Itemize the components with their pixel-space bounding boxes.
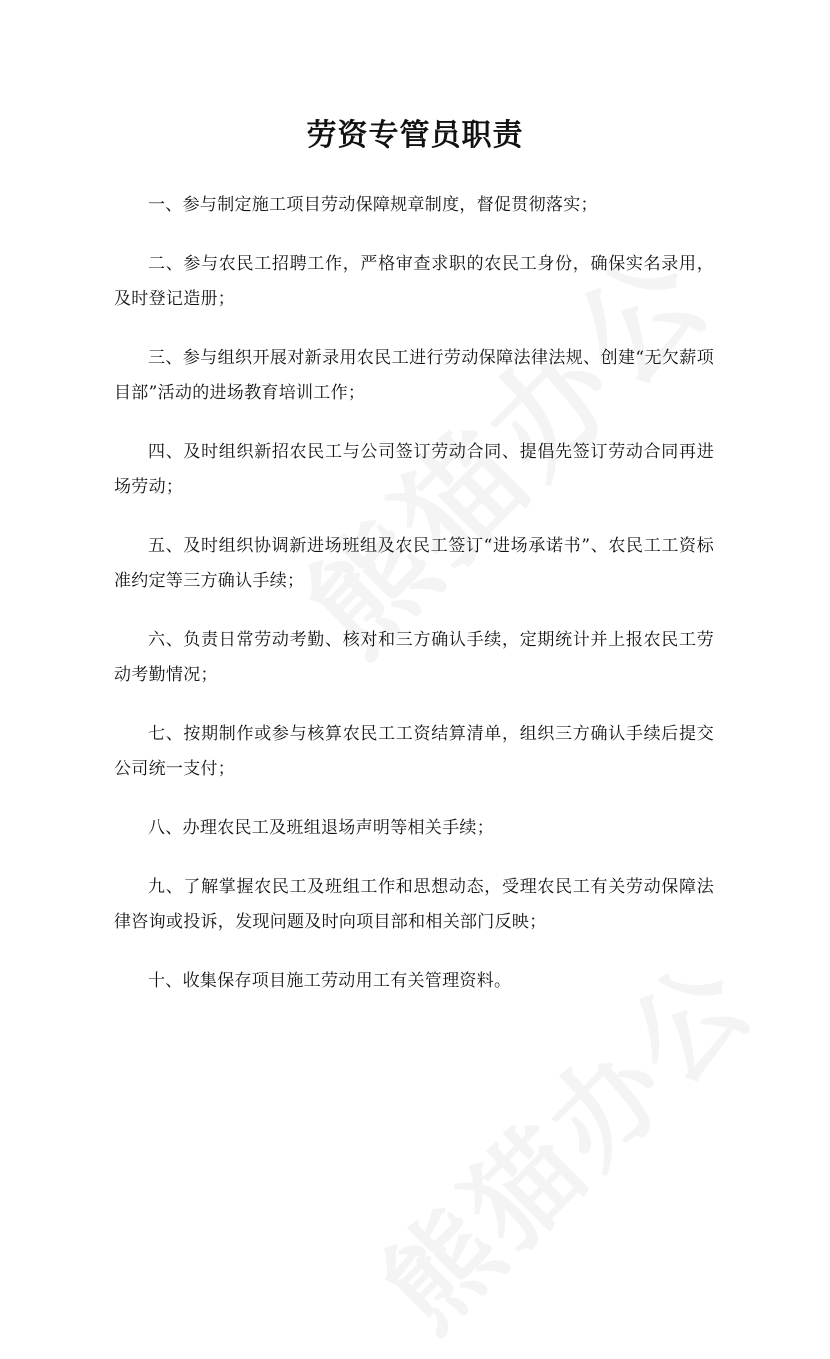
duty-item-9: 九、了解掌握农民工及班组工作和思想动态，受理农民工有关劳动保障法律咨询或投诉，发现问题及时向项目部和相关部门反映； [114, 877, 714, 932]
duty-item-8: 八、办理农民工及班组退场声明等相关手续； [148, 818, 494, 838]
duty-item-2: 二、参与农民工招聘工作，严格审查求职的农民工身份，确保实名录用，及时登记造册； [114, 254, 714, 309]
duty-item-5: 五、及时组织协调新进场班组及农民工签订“进场承诺书”、农民工工资标准约定等三方确认手续； [114, 536, 714, 591]
duty-item-10: 十、收集保存项目施工劳动用工有关管理资料。 [148, 971, 512, 991]
duty-item-4: 四、及时组织新招农民工与公司签订劳动合同、提倡先签订劳动合同再进场劳动； [114, 442, 714, 497]
duty-item-6: 六、负责日常劳动考勤、核对和三方确认手续，定期统计并上报农民工劳动考勤情况； [114, 630, 714, 685]
duty-item-1: 一、参与制定施工项目劳动保障规章制度，督促贯彻落实； [148, 195, 598, 215]
duties-list [114, 188, 714, 1023]
duty-item-3: 三、参与组织开展对新录用农民工进行劳动保障法律法规、创建“无欠薪项目部”活动的进场教育培训工作； [114, 348, 714, 403]
duty-item-7: 七、按期制作或参与核算农民工工资结算清单，组织三方确认手续后提交公司统一支付； [114, 724, 714, 779]
page-title: 劳资专管员职责 [306, 118, 524, 153]
